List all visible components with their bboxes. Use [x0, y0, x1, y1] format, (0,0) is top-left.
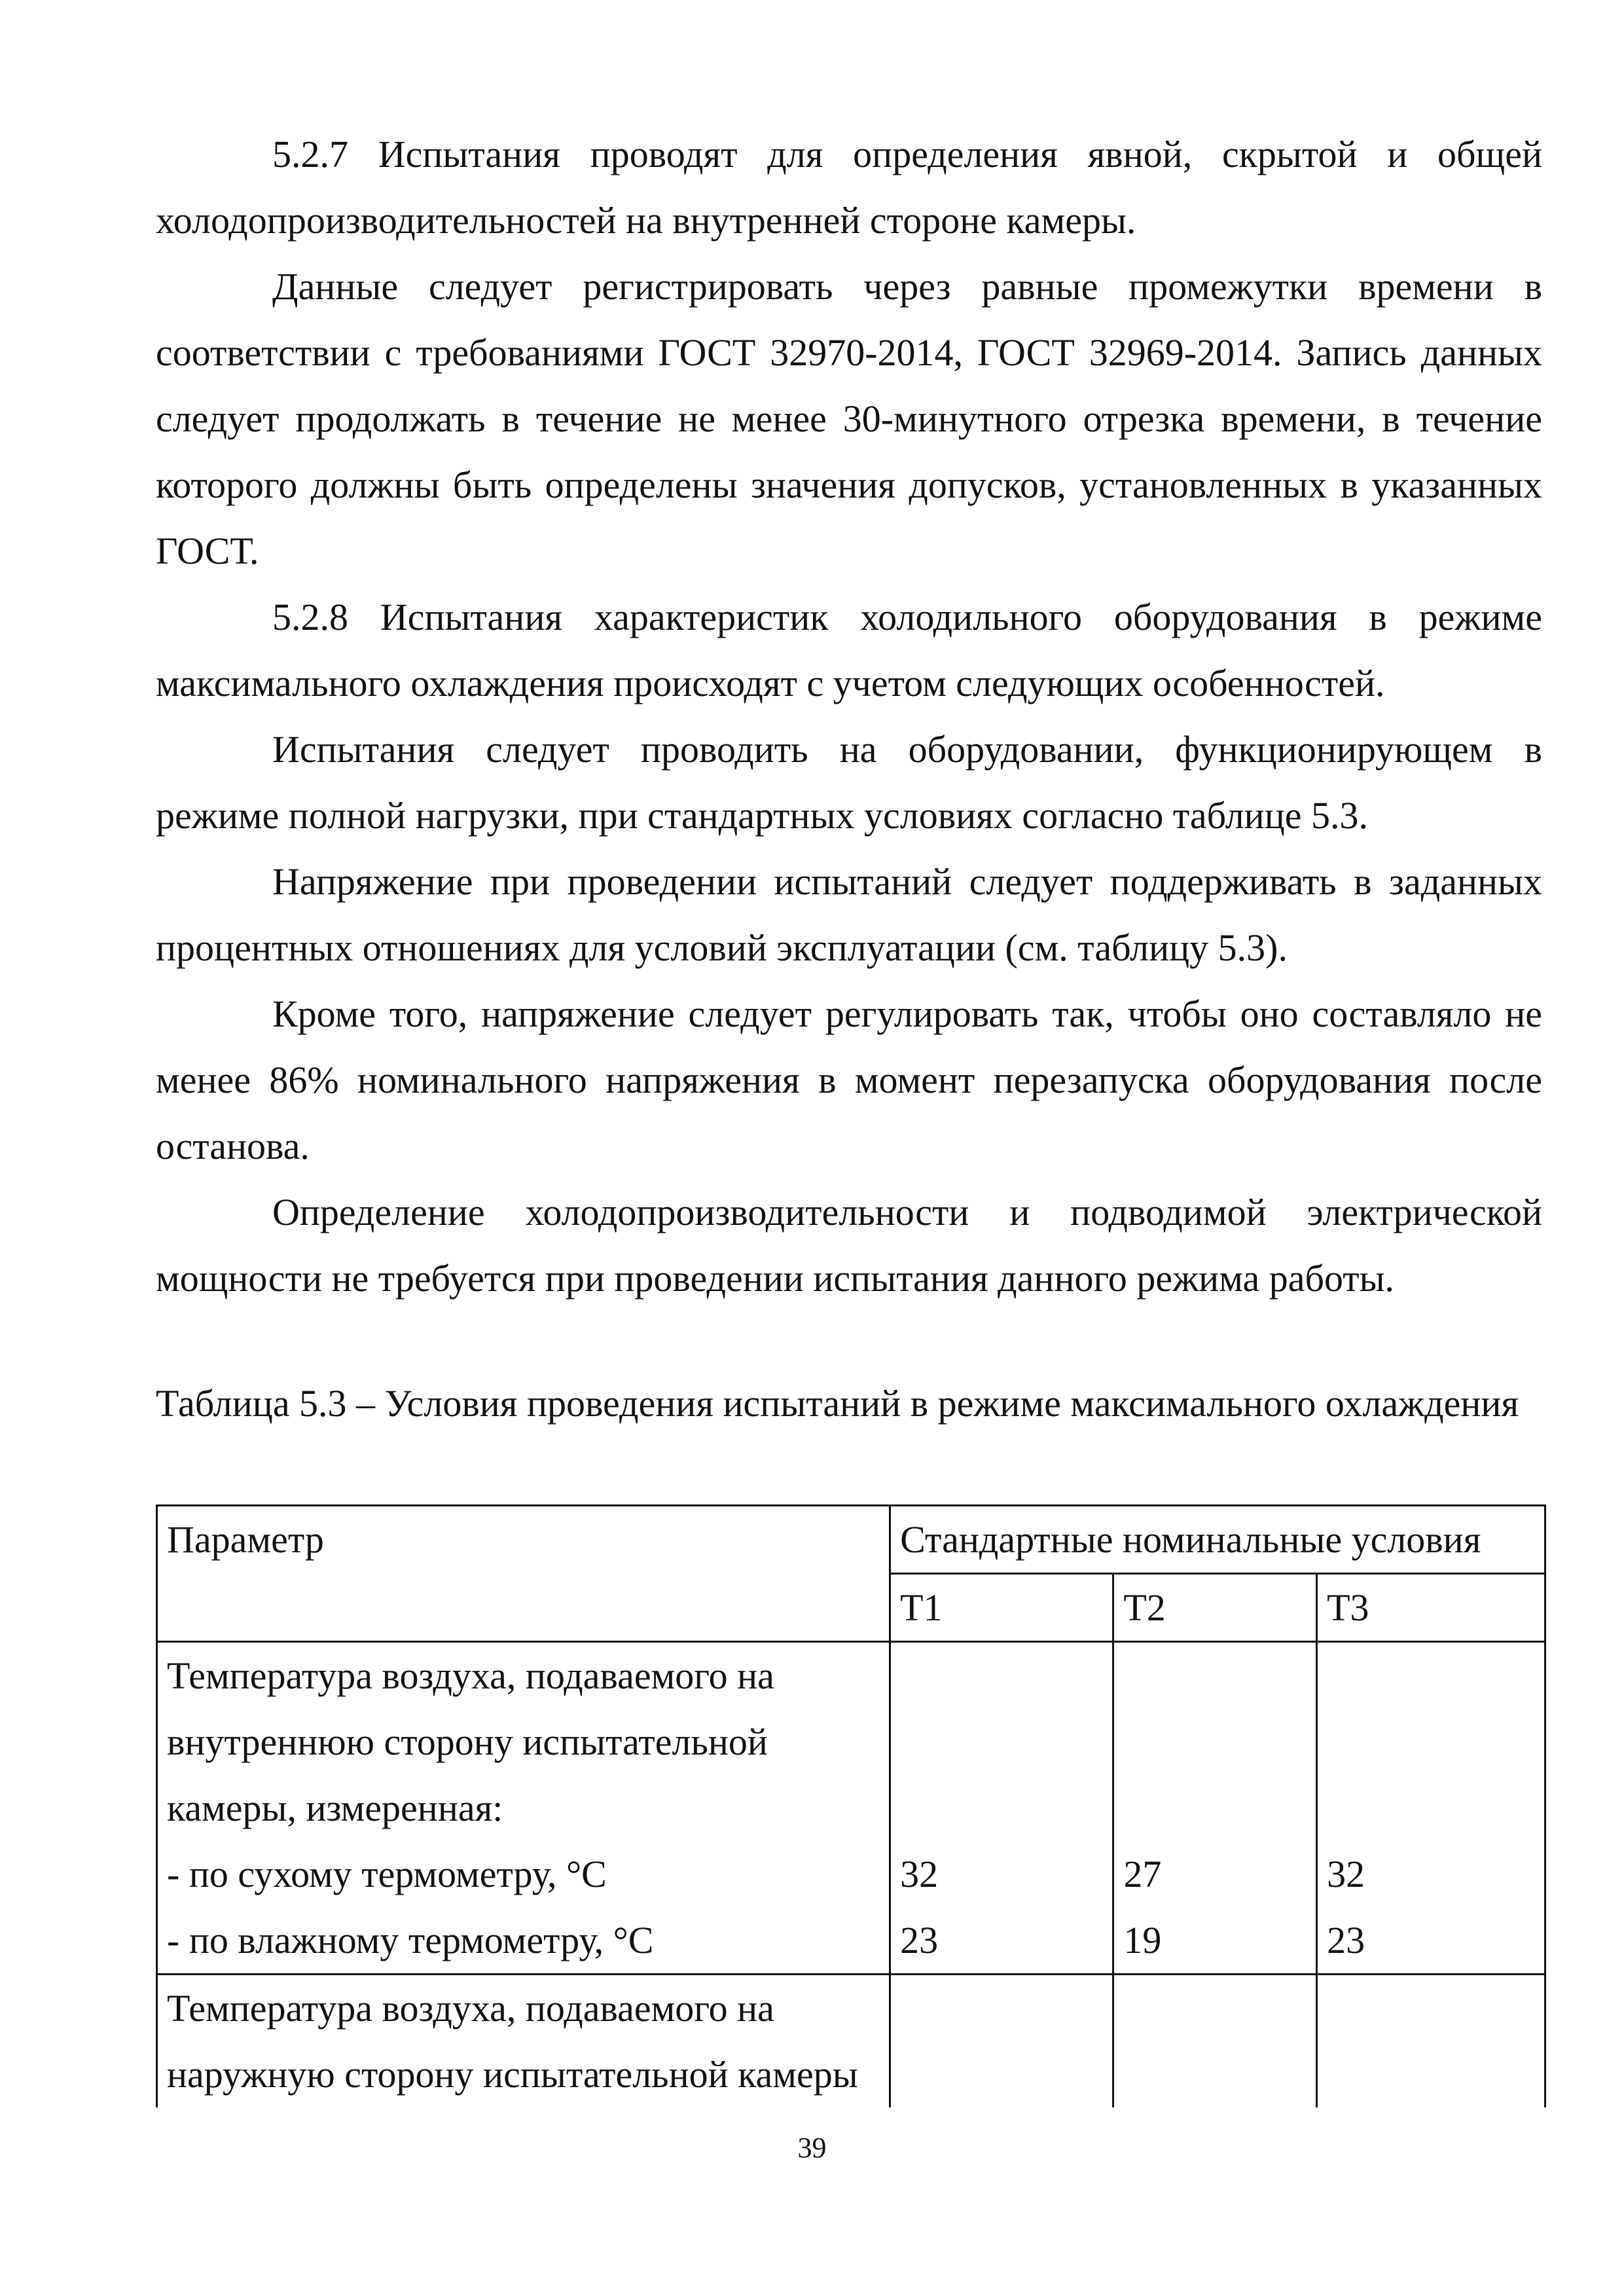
header-t3-label: Т3 — [1327, 1586, 1369, 1629]
row2-t1-cell — [890, 1975, 1113, 2108]
row1-t3-cell — [1317, 1642, 1545, 1975]
paragraph-capacity-not-required: Определение холодопроизводительности и подводимой электрической мощности не требуется при проведении испытания данного режима работы. — [156, 1191, 1542, 1300]
row1-dry-bulb-label: - по сухому термометру, °С — [167, 1853, 607, 1895]
row1-t2-dry-value: 27 — [1123, 1853, 1162, 1895]
table-caption: Таблица 5.3 – Условия проведения испытаний в режиме максимального охлаждения — [156, 1382, 1519, 1425]
row2-param-cell — [157, 1975, 890, 2108]
row1-line-1: Температура воздуха, подаваемого на — [167, 1654, 774, 1697]
body-text — [156, 121, 1542, 1311]
header-t2-label: Т2 — [1123, 1586, 1166, 1629]
paragraph-voltage: Напряжение при проведении испытаний следует поддерживать в заданных процентных отношениях для условий эксплуатации (см. таблицу 5.3). — [156, 860, 1542, 969]
row1-line-2: внутреннюю сторону испытательной — [167, 1721, 768, 1763]
row2-t2-cell — [1113, 1975, 1317, 2108]
header-group-cell — [890, 1506, 1545, 1574]
row1-t1-cell — [890, 1642, 1113, 1975]
row1-t1-wet-value: 23 — [900, 1919, 939, 1961]
row1-t2-cell — [1113, 1642, 1317, 1975]
paragraph-5-2-8: 5.2.8 Испытания характеристик холодильного оборудования в режиме максимального охлаждения происходят с учетом следующих особенностей. — [156, 596, 1542, 704]
header-group-label: Стандартные номинальные условия — [900, 1518, 1481, 1561]
row1-t3-dry-value: 32 — [1327, 1853, 1365, 1895]
row2-t3-cell — [1317, 1975, 1545, 2108]
header-t2-cell — [1113, 1574, 1317, 1642]
row1-t1-dry-value: 32 — [900, 1853, 939, 1895]
paragraph-5-2-7: 5.2.7 Испытания проводят для определения явной, скрытой и общей холодопроизводительностей на внутренней стороне камеры. — [156, 133, 1542, 242]
page-number: 39 — [797, 2132, 827, 2164]
header-param-label: Параметр — [167, 1518, 324, 1561]
row2-line-2: наружную сторону испытательной камеры — [167, 2053, 858, 2096]
header-param-cell — [157, 1506, 890, 1642]
paragraph-voltage-restart: Кроме того, напряжение следует регулировать так, чтобы оно составляло не менее 86% номинального напряжения в момент перезапуска оборудования после останова. — [156, 993, 1542, 1167]
paragraph-full-load: Испытания следует проводить на оборудовании, функционирующем в режиме полной нагрузки, при стандартных условиях согласно таблице 5.3. — [156, 728, 1542, 837]
row2-line-1: Температура воздуха, подаваемого на — [167, 1987, 774, 2030]
conditions-table — [156, 1504, 1546, 2107]
row1-t2-wet-value: 19 — [1123, 1919, 1162, 1961]
row1-param-cell — [157, 1642, 890, 1975]
table-header-row — [157, 1506, 1545, 1574]
table-row-inner-temperature — [157, 1642, 1545, 1975]
table-row-outer-temperature — [157, 1975, 1545, 2108]
header-t1-cell — [890, 1574, 1113, 1642]
row1-wet-bulb-label: - по влажному термометру, °С — [167, 1919, 654, 1961]
header-t1-label: Т1 — [900, 1586, 943, 1629]
paragraph-data-registration: Данные следует регистрировать через равные промежутки времени в соответствии с требованиями ГОСТ 32970-2014, ГОСТ 32969-2014. Запись данных следует продолжать в течение не менее 30-минутного отрезка времени, в течение которого должны быть определены значения допусков, установленных в указанных ГОСТ. — [156, 265, 1542, 572]
row1-line-3: камеры, измеренная: — [167, 1787, 503, 1829]
row1-t3-wet-value: 23 — [1327, 1919, 1365, 1961]
header-t3-cell — [1317, 1574, 1545, 1642]
